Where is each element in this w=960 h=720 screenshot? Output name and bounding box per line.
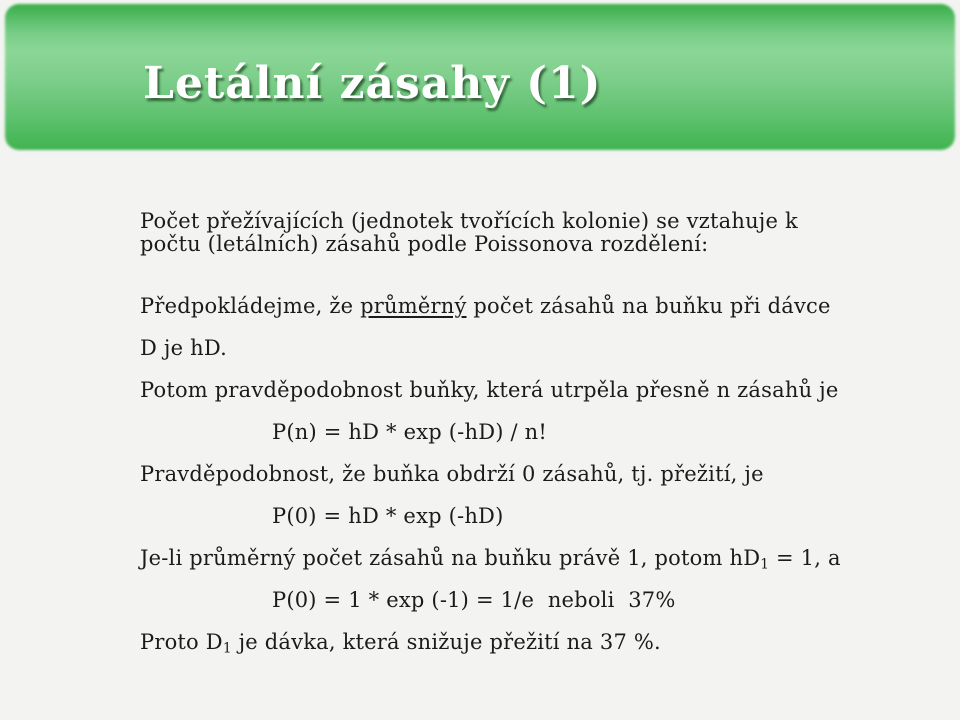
- text-segment: je dávka, která snižuje přežití na 37 %.: [231, 630, 661, 654]
- body-line: [140, 233, 708, 256]
- body-line: [140, 547, 841, 576]
- formula-line: [272, 505, 503, 528]
- formula-line: [272, 589, 676, 612]
- text-segment: P(0) = hD * exp (-hD): [272, 504, 504, 528]
- text-segment: Pravděpodobnost, že buňka obdrží 0 zásahů, tj. přežití, je: [140, 462, 764, 486]
- slide-title: Letální zásahy (1): [143, 58, 602, 109]
- body-line: [140, 631, 661, 660]
- body-line: [140, 337, 227, 360]
- formula-line: [272, 421, 547, 444]
- subscript-text: 1: [760, 556, 770, 573]
- text-segment: Počet přežívajících (jednotek tvořících kolonie) se vztahuje k: [140, 209, 798, 233]
- underlined-text: průměrný: [360, 294, 467, 318]
- body-line: [140, 463, 764, 486]
- text-segment: = 1, a: [769, 546, 841, 570]
- text-segment: P(n) = hD * exp (-hD) / n!: [272, 420, 548, 444]
- body-line: [140, 210, 798, 233]
- text-segment: D je hD.: [140, 336, 228, 360]
- subscript-text: 1: [222, 640, 232, 657]
- body-line: [140, 295, 831, 318]
- text-segment: P(0) = 1 * exp (-1) = 1/e neboli 37%: [272, 588, 676, 612]
- text-segment: počtu (letálních) zásahů podle Poissonova rozdělení:: [140, 232, 709, 256]
- text-segment: Proto D: [140, 630, 223, 654]
- text-segment: Potom pravděpodobnost buňky, která utrpěla přesně n zásahů je: [140, 378, 839, 402]
- text-segment: počet zásahů na buňku při dávce: [466, 294, 831, 318]
- text-segment: Předpokládejme, že: [140, 294, 361, 318]
- text-segment: Je-li průměrný počet zásahů na buňku právě 1, potom hD: [140, 546, 761, 570]
- body-line: [140, 379, 839, 402]
